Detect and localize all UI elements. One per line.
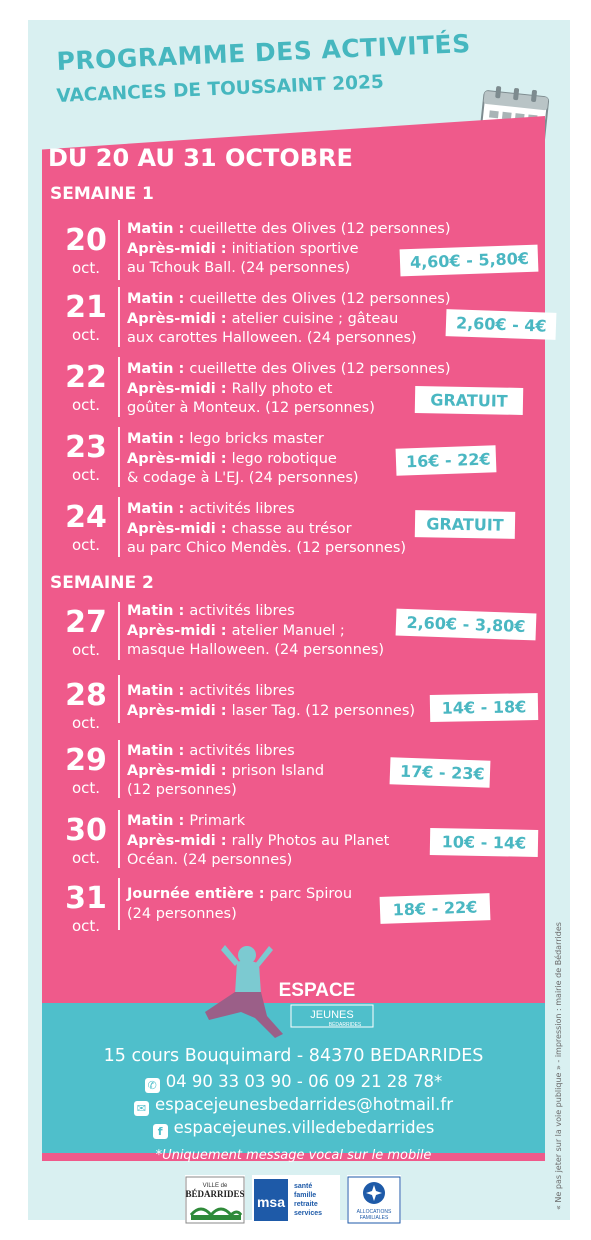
activity-text: (12 personnes) <box>127 782 237 798</box>
activity-text: atelier cuisine ; gâteau <box>231 310 399 327</box>
day-divider <box>118 220 120 280</box>
facebook-line <box>42 1118 545 1139</box>
day-number: 22 <box>65 360 107 395</box>
logo-word-town: BÉDARRIDES <box>328 1022 362 1028</box>
day-date <box>58 432 114 484</box>
day-divider <box>118 497 120 557</box>
day-date <box>58 680 114 732</box>
activity-text: (24 personnes) <box>127 905 237 922</box>
day-divider <box>118 357 120 417</box>
day-date <box>58 292 114 344</box>
activity-text: masque Halloween. (24 personnes) <box>127 642 385 658</box>
activity-line <box>127 360 507 380</box>
activity-line <box>127 641 507 661</box>
day-number: 21 <box>65 290 107 325</box>
activity-text: activités libres <box>189 683 295 699</box>
date-range-title: DU 20 AU 31 OCTOBRE <box>48 144 353 172</box>
msa-letters: msa <box>256 1194 286 1210</box>
activity-text: au parc Chico Mendès. (12 personnes) <box>127 540 407 556</box>
phone-numbers: 04 90 33 03 90 - 06 09 21 28 78* <box>165 1072 443 1091</box>
activity-text: lego robotique <box>231 450 337 467</box>
activity-period: Après-midi : <box>127 240 232 257</box>
day-divider <box>118 810 120 868</box>
price-tag: 4,60€ - 5,80€ <box>400 245 539 277</box>
msa-line-2: famille <box>294 1192 317 1199</box>
ville-top-text: VILLE de <box>202 1183 228 1189</box>
ville-bedarrides-logo <box>185 1175 245 1225</box>
activity-period: Matin : <box>127 743 190 759</box>
print-credit: « Ne pas jeter sur la voie publique » - impression : mairie de Bédarrides <box>554 922 563 1210</box>
activity-period: Matin : <box>127 813 190 829</box>
activity-period: Après-midi : <box>127 702 232 719</box>
activity-period: Matin : <box>127 501 190 517</box>
day-month: oct. <box>71 326 101 344</box>
day-divider <box>118 878 120 930</box>
activity-text: atelier Manuel ; <box>231 622 345 639</box>
activity-text: & codage à L'EJ. (24 personnes) <box>127 470 359 486</box>
activity-text: activités libres <box>189 603 295 619</box>
day-date <box>58 225 114 277</box>
day-date <box>58 362 114 414</box>
price-tag: 17€ - 23€ <box>390 757 491 787</box>
activity-text: Primark <box>189 813 246 829</box>
activity-line <box>127 539 507 559</box>
activity-period: Après-midi : <box>127 310 232 327</box>
msa-line-4: services <box>294 1210 323 1217</box>
day-month: oct. <box>71 917 101 935</box>
activity-text: laser Tag. (12 personnes) <box>231 702 416 719</box>
activity-text: Rally photo et <box>231 380 333 397</box>
activity-text: activités libres <box>189 743 295 759</box>
activity-period: Journée entière : <box>127 886 270 902</box>
day-number: 27 <box>65 605 107 640</box>
caf-line-2: FAMILIALES <box>359 1215 389 1221</box>
activity-period: Après-midi : <box>127 450 232 467</box>
day-month: oct. <box>71 536 101 554</box>
activity-period: Matin : <box>127 683 190 699</box>
logo-word-espace: ESPACE <box>278 980 356 1001</box>
activity-text: goûter à Monteux. (12 personnes) <box>127 400 375 416</box>
mobile-footnote: *Uniquement message vocal sur le mobile <box>155 1148 432 1163</box>
price-tag: 2,60€ - 3,80€ <box>396 609 537 641</box>
activity-period: Après-midi : <box>127 380 232 397</box>
day-number: 30 <box>65 813 107 848</box>
activity-text: lego bricks master <box>189 431 324 447</box>
price-tag: 16€ - 22€ <box>396 445 497 475</box>
phone-line <box>42 1072 545 1093</box>
day-month: oct. <box>71 714 101 732</box>
week-1-heading: SEMAINE 1 <box>50 184 154 204</box>
activity-line <box>127 220 507 240</box>
price-tag: GRATUIT <box>415 510 515 539</box>
activity-text: parc Spirou <box>269 886 353 902</box>
activity-period: Matin : <box>127 361 190 377</box>
msa-logo <box>252 1175 340 1225</box>
activity-text: prison Island <box>231 762 325 779</box>
logo-word-jeunes: JEUNES <box>310 1009 354 1021</box>
price-tag: GRATUIT <box>415 386 523 415</box>
activity-period: Matin : <box>127 431 190 447</box>
activity-text: chasse au trésor <box>231 520 352 537</box>
msa-line-1: santé <box>294 1183 313 1190</box>
program-title: PROGRAMME DES ACTIVITÉS <box>56 28 472 76</box>
day-divider <box>118 287 120 347</box>
day-date <box>58 745 114 797</box>
price-tag: 10€ - 14€ <box>430 828 538 857</box>
day-divider <box>118 675 120 723</box>
activity-text: au Tchouk Ball. (24 personnes) <box>127 260 351 276</box>
activity-period: Après-midi : <box>127 832 232 849</box>
day-date <box>58 502 114 554</box>
day-month: oct. <box>71 259 101 277</box>
mail-icon: ✉ <box>134 1101 149 1116</box>
activity-text: aux carottes Halloween. (24 personnes) <box>127 330 417 346</box>
activity-period: Après-midi : <box>127 622 232 639</box>
activity-text: cueillette des Olives (12 personnes) <box>189 291 451 307</box>
caf-logo <box>347 1175 401 1225</box>
activity-text: Océan. (24 personnes) <box>127 852 293 868</box>
email-address: espacejeunesbedarrides@hotmail.fr <box>155 1095 453 1114</box>
price-tag: 2,60€ - 4€ <box>446 309 557 340</box>
activity-line <box>127 290 507 310</box>
day-divider <box>118 602 120 660</box>
activity-period: Après-midi : <box>127 520 232 537</box>
espace-jeunes-logo <box>195 940 385 1040</box>
msa-line-3: retraite <box>294 1201 318 1208</box>
activity-period: Matin : <box>127 603 190 619</box>
price-tag: 14€ - 18€ <box>430 693 538 722</box>
day-month: oct. <box>71 396 101 414</box>
week-2-heading: SEMAINE 2 <box>50 573 154 593</box>
day-date <box>58 607 114 659</box>
day-number: 29 <box>65 743 107 778</box>
day-divider <box>118 427 120 487</box>
price-tag: 18€ - 22€ <box>380 893 491 924</box>
day-date <box>58 883 114 935</box>
activity-period: Matin : <box>127 221 190 237</box>
caf-line-1: ALLOCATIONS <box>356 1209 392 1215</box>
day-divider <box>118 740 120 798</box>
activity-period: Matin : <box>127 291 190 307</box>
facebook-icon: f <box>153 1124 168 1139</box>
facebook-page: espacejeunes.villedebedarrides <box>173 1118 435 1137</box>
activity-period: Après-midi : <box>127 762 232 779</box>
phone-icon: ✆ <box>145 1078 160 1093</box>
address: 15 cours Bouquimard - 84370 BEDARRIDES <box>103 1046 484 1066</box>
activity-text: rally Photos au Planet <box>231 832 390 849</box>
email-line <box>42 1095 545 1116</box>
day-month: oct. <box>71 849 101 867</box>
activity-text: activités libres <box>189 501 295 517</box>
day-month: oct. <box>71 779 101 797</box>
activity-text: cueillette des Olives (12 personnes) <box>189 221 451 237</box>
activity-text: cueillette des Olives (12 personnes) <box>189 361 451 377</box>
day-number: 28 <box>65 678 107 713</box>
day-date <box>58 815 114 867</box>
program-subtitle: VACANCES DE TOUSSAINT 2025 <box>56 71 385 107</box>
day-number: 20 <box>65 223 107 258</box>
day-number: 24 <box>65 500 107 535</box>
day-number: 23 <box>65 430 107 465</box>
day-number: 31 <box>65 881 107 916</box>
activity-text: initiation sportive <box>231 240 359 257</box>
day-month: oct. <box>71 641 101 659</box>
ville-name-text: BÉDARRIDES <box>185 1189 245 1199</box>
day-month: oct. <box>71 466 101 484</box>
